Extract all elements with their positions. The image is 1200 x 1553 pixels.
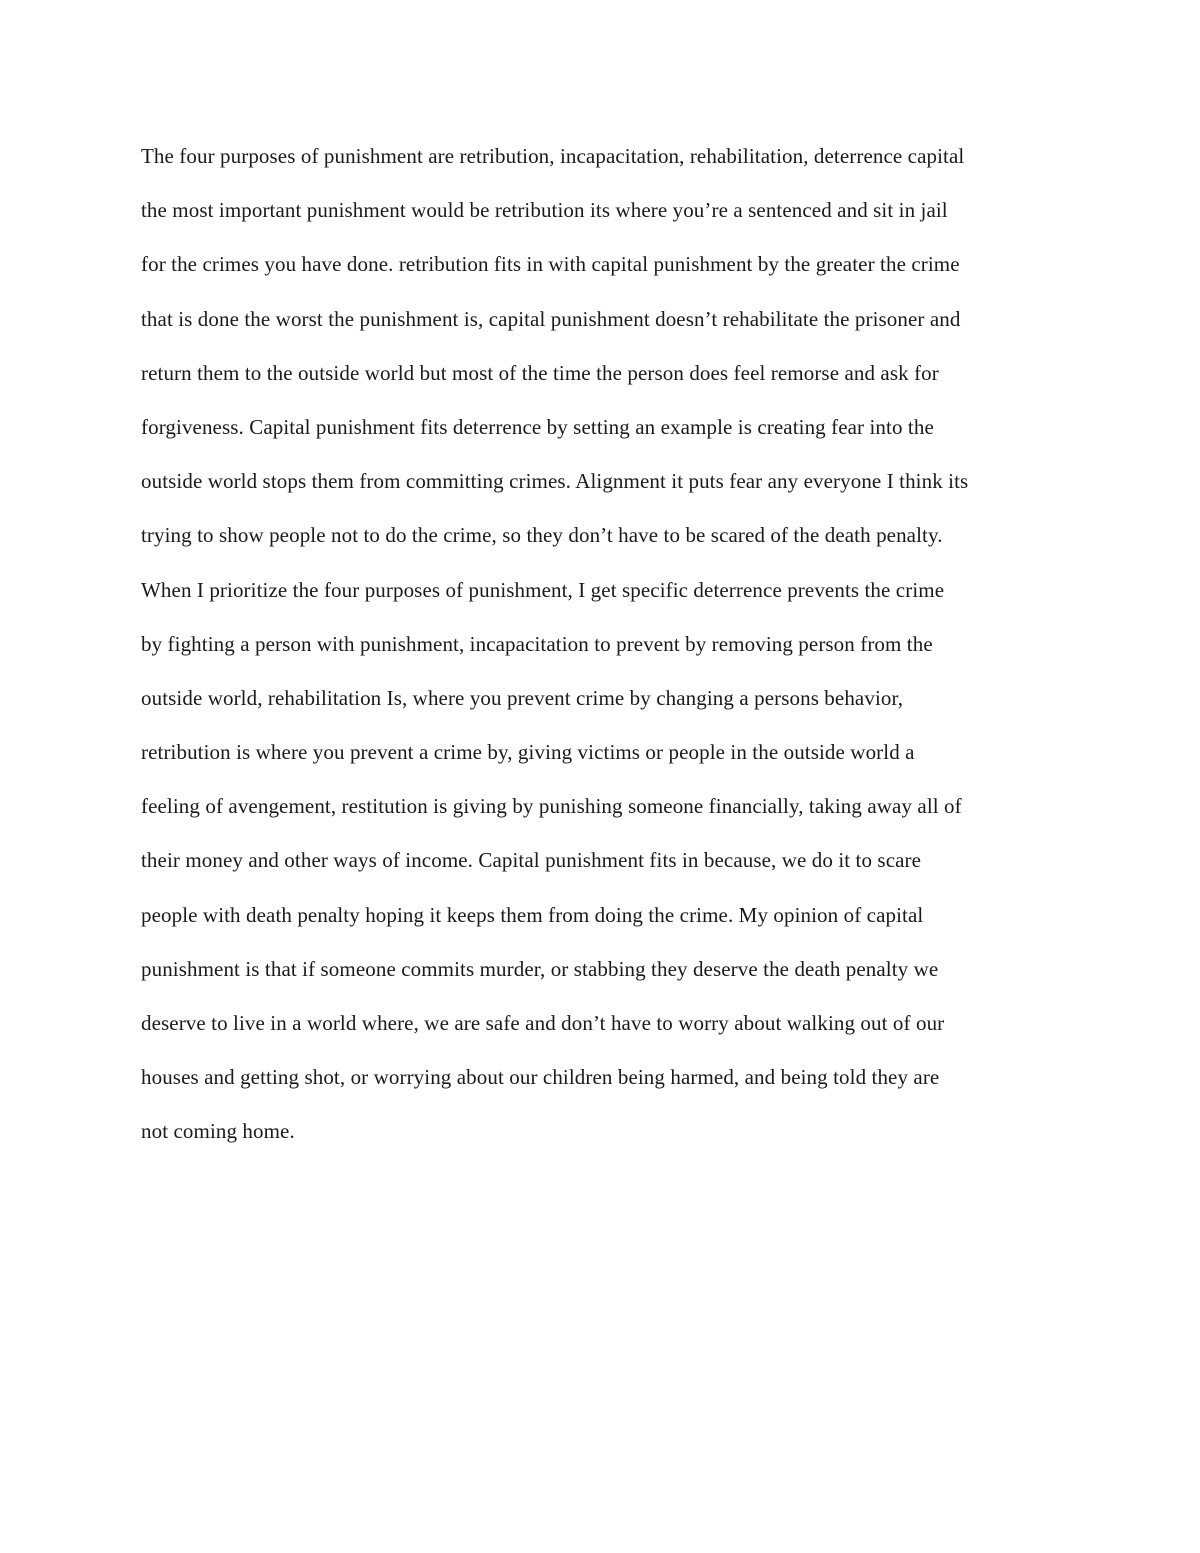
text-line: people with death penalty hoping it keeps them from doing the crime. My opinion of capital — [141, 902, 924, 927]
text-line: the most important punishment would be retribution its where you’re a sentenced and sit in jail — [141, 198, 948, 223]
text-line: for the crimes you have done. retribution fits in with capital punishment by the greater the crime — [141, 252, 960, 277]
text-line: by fighting a person with punishment, incapacitation to prevent by removing person from the — [141, 631, 933, 656]
text-line: punishment is that if someone commits murder, or stabbing they deserve the death penalty we — [141, 956, 939, 981]
text-line: not coming home. — [141, 1119, 295, 1144]
text-line: that is done the worst the punishment is, capital punishment doesn’t rehabilitate the prisoner and — [141, 306, 961, 331]
text-line: outside world stops them from committing crimes. Alignment it puts fear any everyone I think its — [141, 469, 969, 494]
text-line: feeling of avengement, restitution is giving by punishing someone financially, taking away all of — [141, 794, 962, 819]
text-line: forgiveness. Capital punishment fits deterrence by setting an example is creating fear into the — [141, 414, 934, 439]
text-line: their money and other ways of income. Capital punishment fits in because, we do it to scare — [141, 848, 922, 873]
text-line: deserve to live in a world where, we are safe and don’t have to worry about walking out of our — [141, 1011, 945, 1035]
text-line: return them to the outside world but most of the time the person does feel remorse and ask for — [141, 360, 939, 385]
text-line: retribution is where you prevent a crime by, giving victims or people in the outside world a — [141, 740, 915, 765]
essay-paragraph — [141, 129, 1081, 1159]
text-line: trying to show people not to do the crime, so they don’t have to be scared of the death penalty. — [141, 523, 943, 548]
text-line: houses and getting shot, or worrying about our children being harmed, and being told they are — [141, 1065, 940, 1090]
text-line: When I prioritize the four purposes of punishment, I get specific deterrence prevents the crime — [141, 577, 945, 602]
text-line: outside world, rehabilitation Is, where you prevent crime by changing a persons behavior, — [141, 685, 904, 710]
text-line: The four purposes of punishment are retribution, incapacitation, rehabilitation, deterrence capital — [141, 144, 965, 168]
